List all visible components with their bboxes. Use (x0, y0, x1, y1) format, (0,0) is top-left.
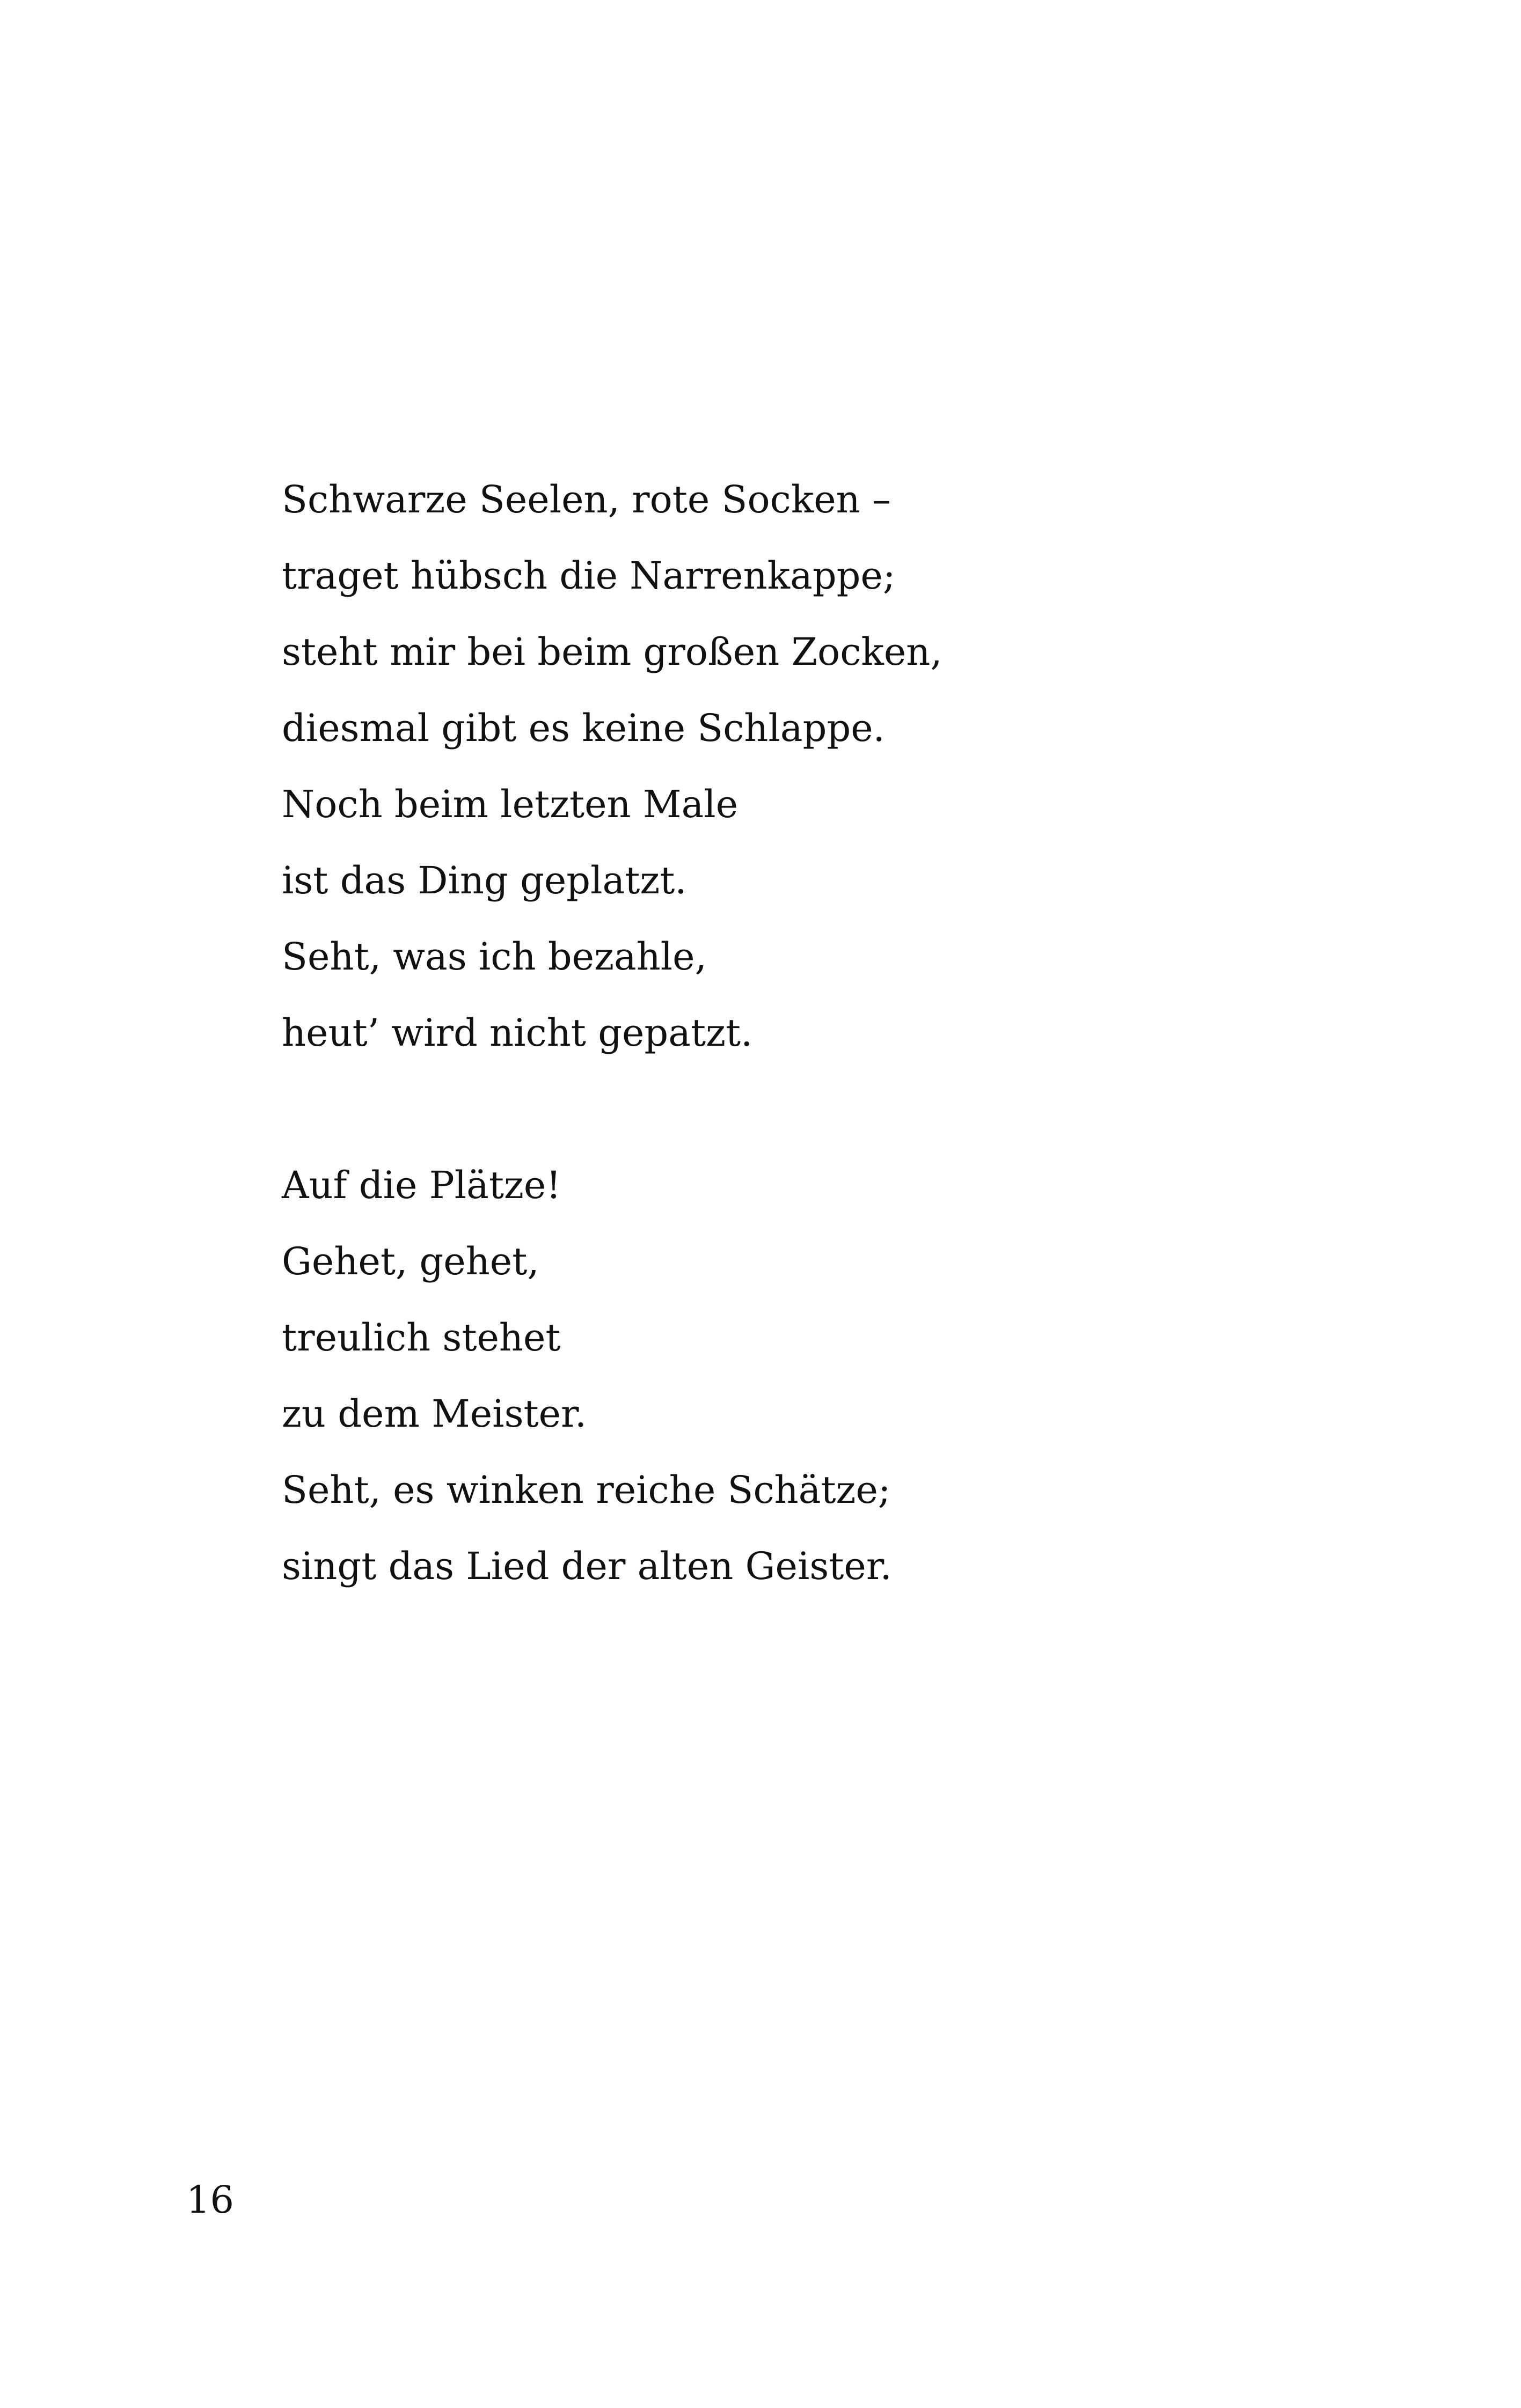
verse-line: zu dem Meister. (282, 1392, 587, 1436)
page-number: 16 (186, 2178, 235, 2222)
poem (282, 461, 1355, 1604)
verse-line: Noch beim letzten Male (282, 782, 738, 826)
stanza-2 (282, 1147, 1355, 1604)
verse-line: treulich stehet (282, 1316, 561, 1360)
verse-line: diesmal gibt es keine Schlappe. (282, 706, 885, 750)
verse-line: Gehet, gehet, (282, 1239, 539, 1283)
verse-line: traget hübsch die Narrenkappe; (282, 554, 896, 598)
verse-line: steht mir bei beim großen Zocken, (282, 630, 942, 674)
verse-line: ist das Ding geplatzt. (282, 858, 687, 902)
verse-line: singt das Lied der alten Geister. (282, 1544, 892, 1588)
verse-line: Auf die Plätze! (282, 1163, 561, 1207)
verse-line: Seht, was ich bezahle, (282, 935, 707, 979)
stanza-1 (282, 461, 1355, 1071)
verse-line: heut’ wird nicht gepatzt. (282, 1011, 753, 1055)
verse-line: Seht, es winken reiche Schätze; (282, 1468, 891, 1512)
verse-line: Schwarze Seelen, rote Socken – (282, 478, 891, 522)
